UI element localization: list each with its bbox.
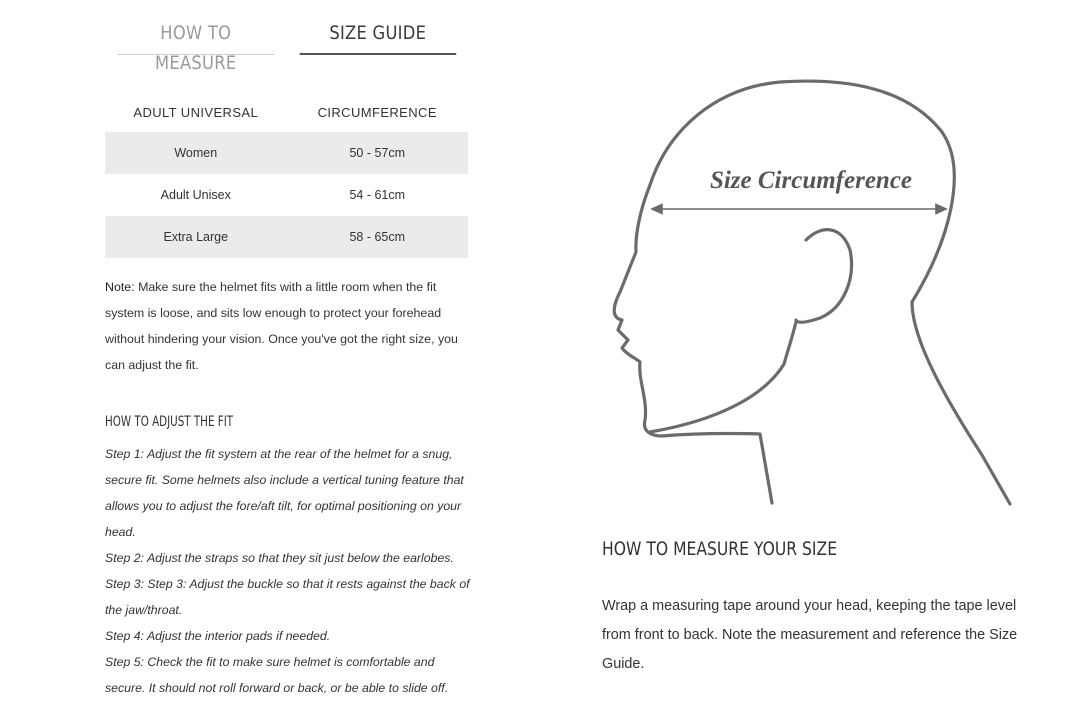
step-text: Adjust the interior pads if needed.: [146, 629, 331, 643]
step-item: [105, 649, 475, 701]
step-text: Step 3: Adjust the buckle so that it rests against the back of the jaw/throat.: [105, 577, 470, 617]
jaw-line: [650, 322, 796, 432]
size-name: Women: [105, 132, 287, 174]
note-text: Make sure the helmet fits with a little room when the fit system is loose, and sits low enough to protect your forehead without hindering your vision. Once you've got the right size, you can adjust the fit.: [105, 280, 458, 372]
size-range: 58 - 65cm: [287, 216, 469, 258]
tab-size-guide[interactable]: SIZE GUIDE: [299, 18, 455, 55]
step-item: [105, 623, 475, 649]
step-label: Step 2:: [105, 551, 144, 565]
adjust-steps-list: [105, 441, 475, 701]
step-label: Step 4:: [105, 629, 144, 643]
step-text: Adjust the fit system at the rear of the helmet for a snug, secure fit. Some helmets also include a vertical tuning feature that allows you to adjust the fore/aft tilt, for optimal positioning on your head.: [105, 447, 464, 539]
step-item: [105, 571, 475, 623]
ear-outline: [796, 230, 852, 323]
size-circumference-label: Size Circumference: [709, 167, 913, 194]
column-header-adult-universal: ADULT UNIVERSAL: [133, 104, 259, 120]
column-header-circumference: CIRCUMFERENCE: [317, 104, 437, 120]
fit-note: [105, 274, 468, 378]
step-label: Step 1:: [105, 447, 144, 461]
arrow-left-head: [652, 205, 662, 214]
table-row: [105, 216, 468, 258]
size-range: 50 - 57cm: [287, 132, 469, 174]
measure-instructions: Wrap a measuring tape around your head, keeping the tape level from front to back. Note the measurement and reference the Size Guide.: [602, 598, 1018, 672]
measure-size-heading: HOW TO MEASURE YOUR SIZE: [602, 538, 838, 560]
table-header-row: [105, 92, 468, 132]
size-name: Extra Large: [105, 216, 287, 258]
head-profile-illustration: [595, 70, 1025, 515]
table-row: [105, 132, 468, 174]
note-label: Note:: [105, 280, 135, 294]
tab-how-to-measure[interactable]: HOW TO MEASURE: [118, 18, 274, 55]
size-table: [105, 92, 468, 258]
size-name: Adult Unisex: [160, 188, 231, 202]
tab-bar: [105, 18, 468, 74]
step-label: Step 3:: [105, 577, 144, 591]
step-item: [105, 545, 475, 571]
size-range: 54 - 61cm: [349, 188, 406, 202]
adjust-fit-heading: HOW TO ADJUST THE FIT: [105, 414, 234, 430]
step-text: Adjust the straps so that they sit just below the earlobes.: [146, 551, 454, 565]
arrow-right-head: [936, 205, 946, 214]
table-row: [105, 174, 468, 216]
step-label: Step 5:: [105, 655, 144, 669]
step-item: [105, 441, 475, 545]
step-text: Check the fit to make sure helmet is comfortable and secure. It should not roll forward or back, or be able to slide off.: [105, 655, 449, 695]
head-outline: [614, 81, 1010, 504]
